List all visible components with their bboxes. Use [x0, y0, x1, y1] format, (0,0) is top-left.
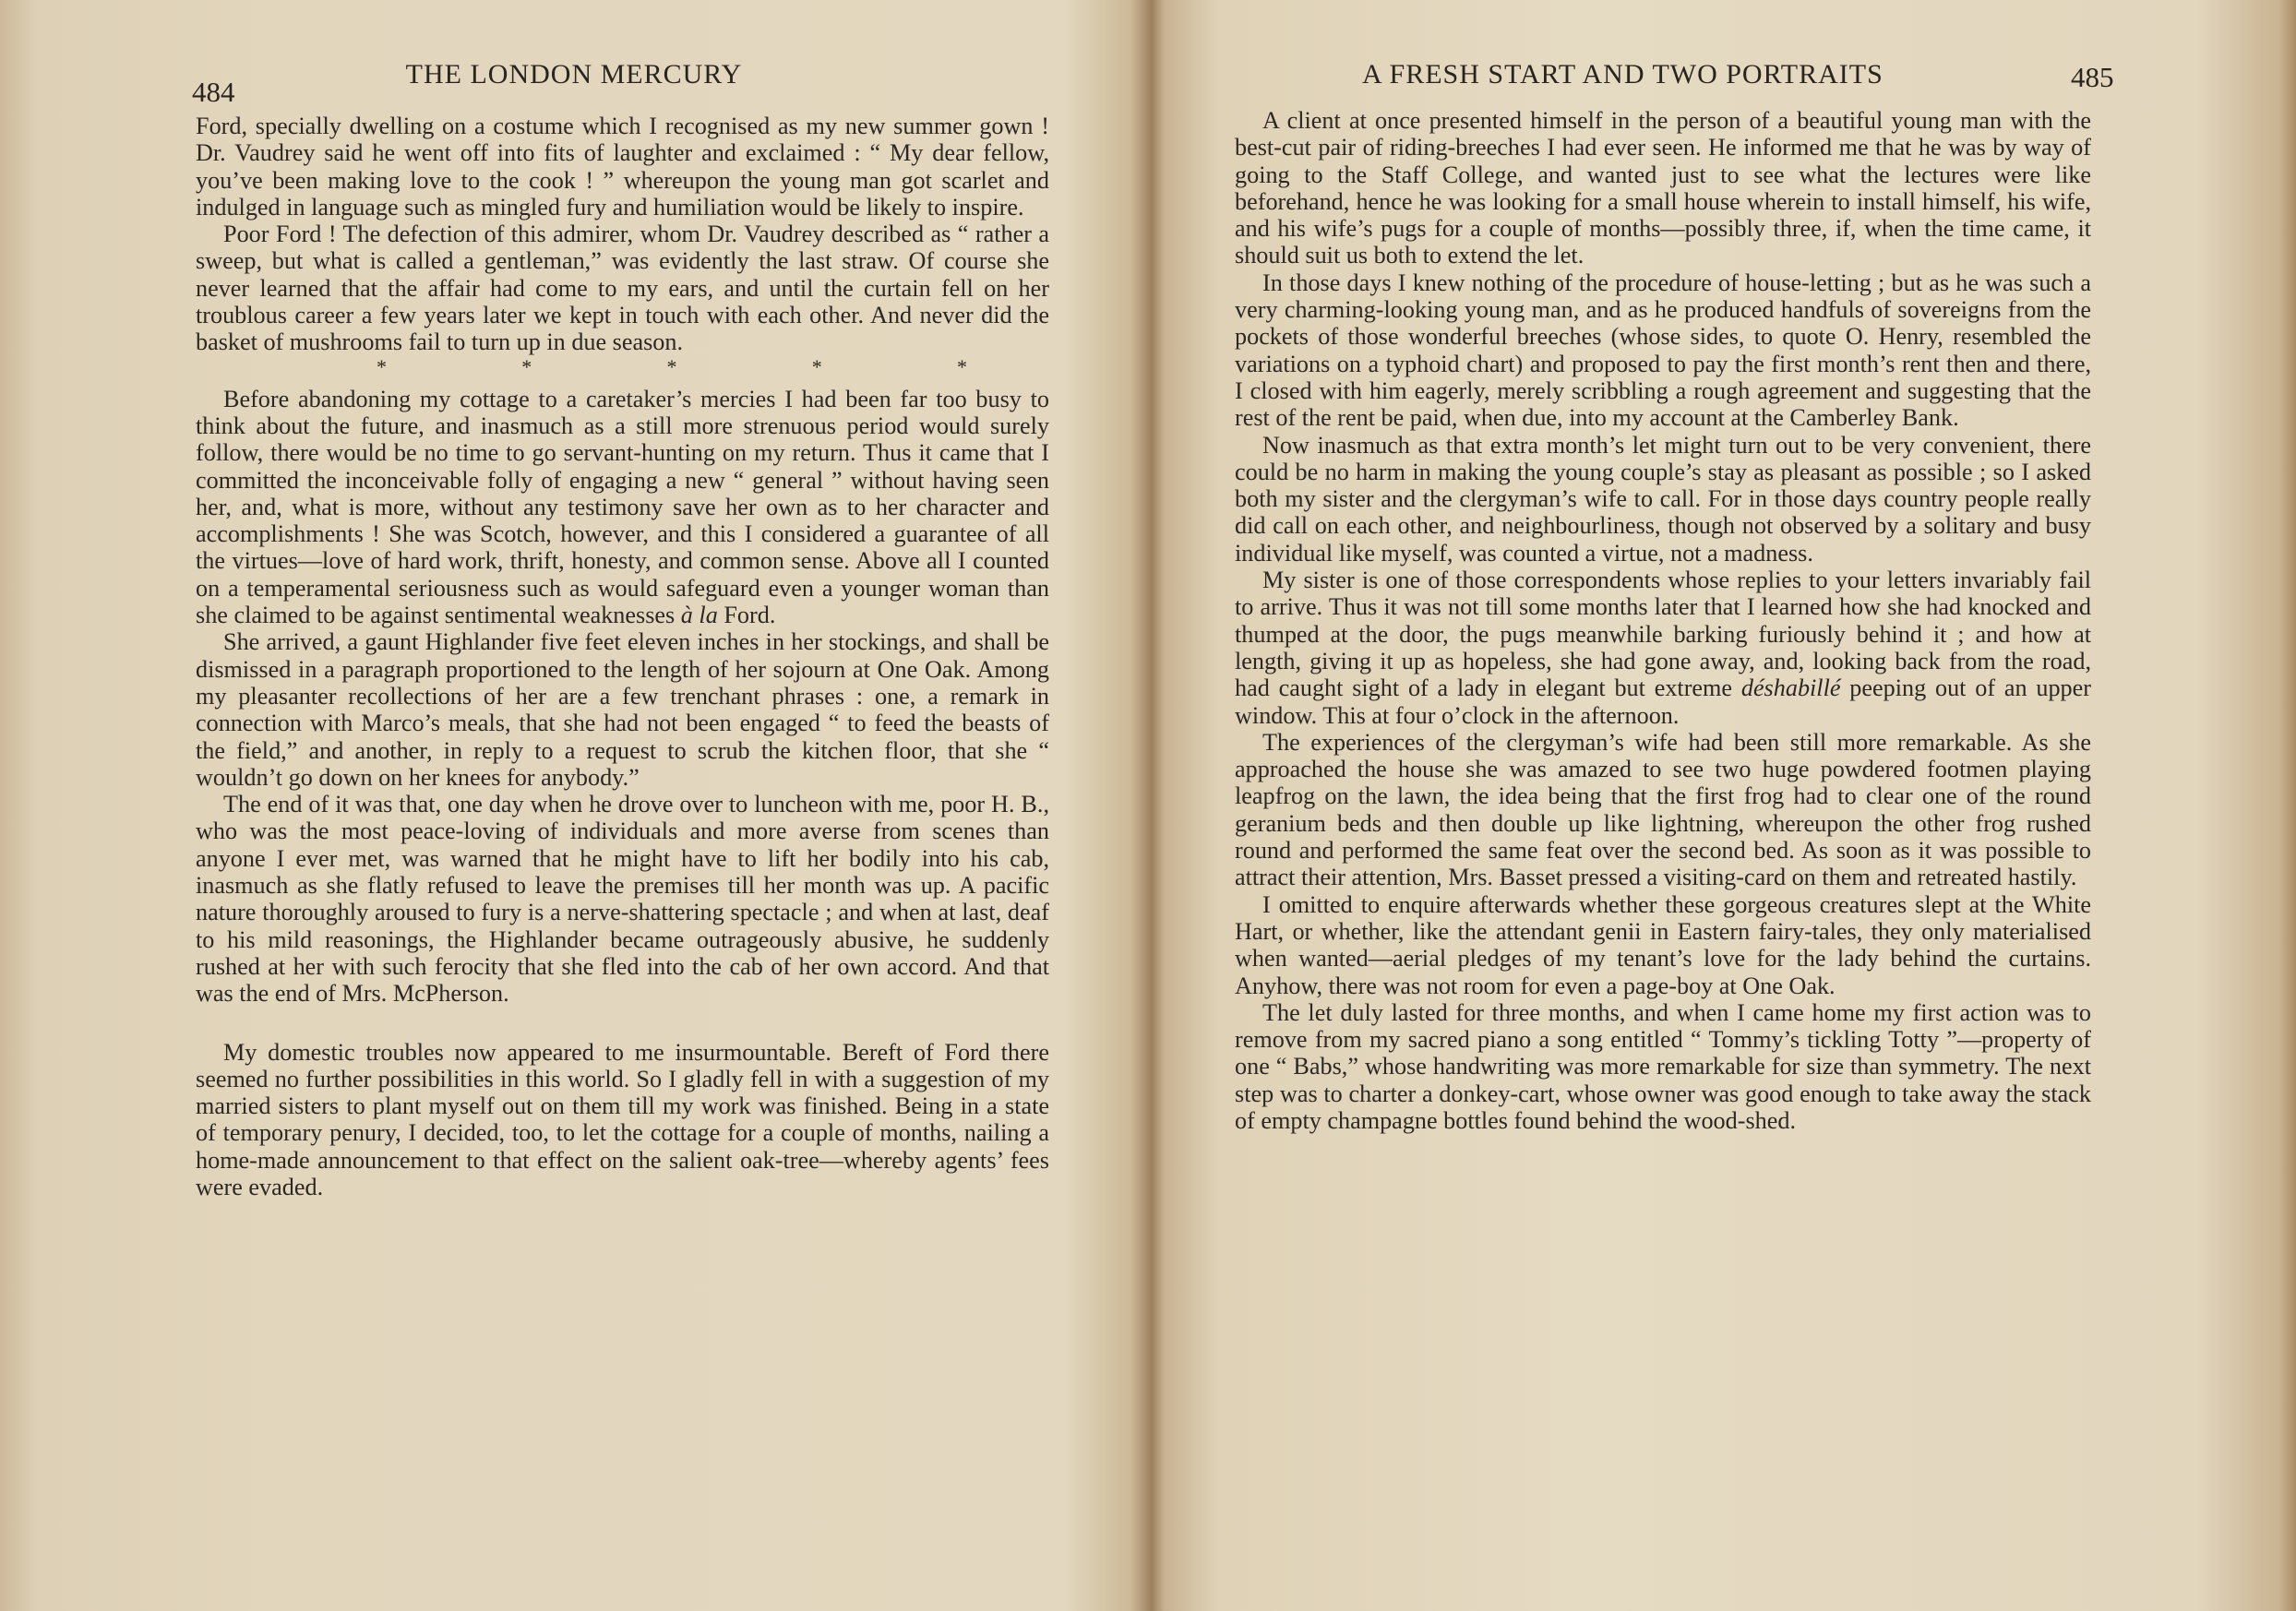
- body-text: [196, 113, 1049, 1200]
- paragraph-tail: Ford.: [717, 602, 776, 629]
- paragraph: A client at once presented himself in the person of a beautiful young man with the best-cut pair of riding-breeches I had ever seen. He informed me that he was by way of going to the Staff College, and wanted just to see what the lectures were like beforehand, hence he was looking for a small house wherein to install himself, his wife, and his wife’s pugs for a couple of months—possibly three, if, when the time came, it should suit us both to extend the let.: [1235, 107, 2091, 269]
- separator-star: *: [377, 354, 387, 378]
- paragraph: She arrived, a gaunt Highlander five feet eleven inches in her stockings, and shall be dismissed in a paragraph proportioned to the length of her sojourn at One Oak. Among my pleasanter recollections of her are a few trenchant phrases : one, a remark in connection with Marco’s meals, that she had not been engaged “ to feed the beasts of the field,” and another, in reply to a request to scrub the kitchen floor, that she “ wouldn’t go down on her knees for anybody.”: [196, 628, 1049, 791]
- right-page: [1148, 0, 2296, 1611]
- paragraph: Poor Ford ! The defection of this admirer, whom Dr. Vaudrey described as “ rather a sweep, but what is called a gentleman,” was evidently the last straw. Of course she never learned that the affair had come to my ears, and until the curtain fell on her troublous career a few years later we kept in touch with each other. And never did the basket of mushrooms fail to turn up in due season.: [196, 221, 1049, 356]
- paragraph: The experiences of the clergyman’s wife had been still more remarkable. As she approached the house she was amazed to see two huge powdered footmen playing leapfrog on the lawn, the idea being that the first frog had to clear one of the round geranium beds and then double up like lightning, whereupon the other frog rushed round and performed the same feat over the second bed. As soon as it was possible to attract their attention, Mrs. Basset pressed a visiting-card on them and retreated hastily.: [1235, 728, 2091, 891]
- running-head: THE LONDON MERCURY: [405, 59, 743, 90]
- separator-star: *: [666, 354, 677, 378]
- paragraph-text: Before abandoning my cottage to a caretaker’s mercies I had been far too busy to think about the future, and inasmuch as a still more strenuous period would surely follow, there would be no time to go servant-hunting on my return. Thus it came that I committed the inconceivable folly of engaging a new “ general ” without having seen her, and, what is more, without any testimony save her own as to her character and accomplishments ! She was Scotch, however, and this I considered a guarantee of all the virtues—love of hard work, thrift, honesty, and common sense. Above all I counted on a temperamental seriousness such as would safeguard even a younger woman than she claimed to be against sentimental weaknesses: [196, 385, 1049, 629]
- paragraph: In those days I knew nothing of the procedure of house-letting ; but as he was such a very charming-looking young man, and as he produced handfuls of sovereigns from the pockets of those wonderful breeches (whose sides, to quote O. Henry, resembled the variations on a typhoid chart) and proposed to pay the first month’s rent then and there, I closed with him eagerly, merely scribbling a rough agreement and suggesting that the rest of the rent be paid, when due, into my account at the Camberley Bank.: [1235, 268, 2091, 432]
- paragraph: The let duly lasted for three months, and when I came home my first action was to remove from my sacred piano a song entitled “ Tommy’s tickling Totty ”—property of one “ Babs,” whose handwriting was more remarkable for size than symmetry. The next step was to charter a donkey-cart, whose owner was good enough to take away the stack of empty champagne bottles found behind the wood-shed.: [1235, 998, 2091, 1134]
- paragraph-text: My sister is one of those correspondents whose replies to your letters invariably fail to arrive. Thus it was not till some months later that I learned how she had knocked and thumped at the door, the pugs meanwhile barking furiously behind it ; and how at length, giving it up as hopeless, she had gone away, and, looking back from the road, had caught sight of a lady in elegant but extreme: [1235, 567, 2091, 702]
- paragraph: The end of it was that, one day when he drove over to luncheon with me, poor H. B., who was the most peace-loving of individuals and more averse from scenes than anyone I ever met, was warned that he might have to lift her bodily into his cab, inasmuch as she flatly refused to leave the premises till her month was up. A pacific nature thoroughly aroused to fury is a nerve-shattering spectacle ; and when at last, deaf to his mild reasonings, the Highlander became outrageously abusive, he suddenly rushed at her with such ferocity that she fled into the cab of her own accord. And that was the end of Mrs. McPherson.: [196, 791, 1049, 1008]
- paragraph: I omitted to enquire afterwards whether these gorgeous creatures slept at the White Hart, or whether, like the attendant genii in Eastern fairy-tales, they only materialised when wanted—aerial pledges of my tenant’s love for the lady behind the curtains. Anyhow, there was not room for even a page-boy at One Oak.: [1235, 890, 2091, 999]
- section-separator: [377, 354, 967, 380]
- paragraph: Now inasmuch as that extra month’s let might turn out to be very convenient, there could be no harm in making the young couple’s stay as pleasant as possible ; so I asked both my sister and the clergyman’s wife to call. For in those days country people really did call on each other, and neighbourliness, though not observed by a solitary and busy individual like myself, was counted a virtue, not a madness.: [1235, 431, 2091, 567]
- separator-star: *: [957, 354, 967, 378]
- paragraph: My domestic troubles now appeared to me insurmountable. Bereft of Ford there seemed no further possibilities in this world. So I gladly fell in with a suggestion of my married sisters to plant myself out on them till my work was finished. Being in a state of temporary penury, I decided, too, to let the cottage for a couple of months, nailing a home-made announcement to that effect on the salient oak-tree—whereby agents’ fees were evaded.: [196, 1038, 1049, 1200]
- separator-star: *: [521, 354, 532, 378]
- body-text: [1235, 107, 2091, 1134]
- italic-word: déshabillé: [1740, 674, 1841, 702]
- page-number: 485: [2071, 61, 2114, 93]
- paragraph-tail: peeping out of an upper window. This at four o’clock in the afternoon.: [1235, 674, 2091, 729]
- paragraph: [196, 386, 1049, 629]
- running-head: A FRESH START AND TWO PORTRAITS: [1362, 59, 1883, 90]
- italic-phrase: à la: [680, 602, 718, 629]
- separator-star: *: [811, 354, 822, 378]
- paragraph: Ford, specially dwelling on a costume which I recognised as my new summer gown ! Dr. Vaudrey said he went off into fits of laughter and exclaimed : “ My dear fellow, you’ve been making love to the cook ! ” whereupon the young man got scarlet and indulged in language such as mingled fury and humiliation would be likely to inspire.: [196, 113, 1049, 221]
- page-number: 484: [192, 76, 235, 108]
- paragraph: [1235, 567, 2091, 729]
